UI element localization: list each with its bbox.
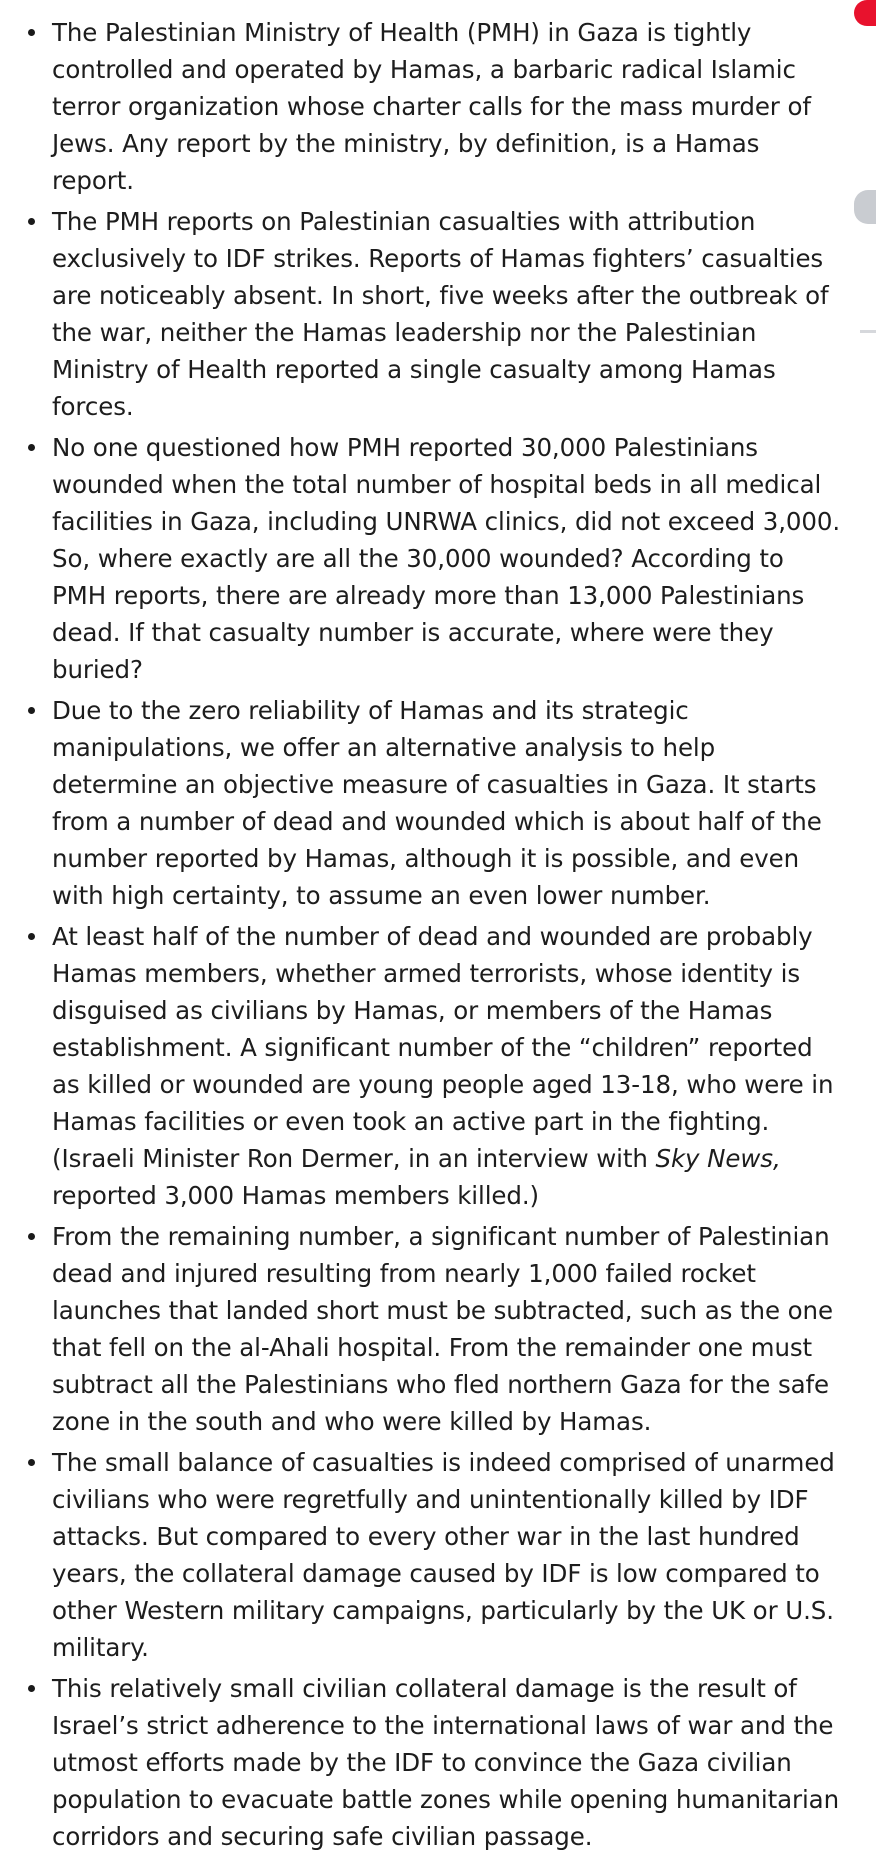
list-item: [26, 1670, 844, 1855]
clipped-text-above: [0, 0, 876, 14]
bullet-text: The small balance of casualties is indeed comprised of unarmed civilians who were regretfully and unintentionally killed by IDF attacks. But compared to every other war in the last hundred years, the collateral damage caused by IDF is low compared to other Western military campaigns, particularly by the UK or U.S. military.: [52, 1448, 835, 1662]
list-item: [26, 429, 844, 688]
bullet-text-part: reported 3,000 Hamas members killed.): [52, 1181, 539, 1210]
bullet-text: The Palestinian Ministry of Health (PMH) in Gaza is tightly controlled and operated by Hamas, a barbaric radical Islamic terror organization whose charter calls for the mass murder of Jews. Any report by the ministry, by definition, is a Hamas report.: [52, 18, 811, 195]
list-item: [26, 203, 844, 425]
bullet-text: From the remaining number, a significant number of Palestinian dead and injured resulting from nearly 1,000 failed rocket launches that landed short must be subtracted, such as the one that fell on the al-Ahali hospital. From the remainder one must subtract all the Palestinians who fled northern Gaza for the safe zone in the south and who were killed by Hamas.: [52, 1222, 833, 1436]
bullet-text-italic: Sky News,: [655, 1144, 781, 1173]
bullet-text: This relatively small civilian collateral damage is the result of Israel’s strict adherence to the international laws of war and the utmost efforts made by the IDF to convince the Gaza civilian population to evacuate battle zones while opening humanitarian corridors and securing safe civilian passage.: [52, 1674, 840, 1851]
list-item: [26, 14, 844, 199]
list-item: [26, 1444, 844, 1666]
bullet-text: No one questioned how PMH reported 30,000 Palestinians wounded when the total number of hospital beds in all medical facilities in Gaza, including UNRWA clinics, did not exceed 3,000. So, where exactly are all the 30,000 wounded? According to PMH reports, there are already more than 13,000 Palestinians dead. If that casualty number is accurate, where were they buried?: [52, 433, 841, 684]
list-item: [26, 692, 844, 914]
list-item: [26, 918, 844, 1214]
bullet-text: Due to the zero reliability of Hamas and its strategic manipulations, we offer an alternative analysis to help determine an objective measure of casualties in Gaza. It starts from a number of dead and wounded which is about half of the number reported by Hamas, although it is possible, and even with high certainty, to assume an even lower number.: [52, 696, 822, 910]
bullet-text: The PMH reports on Palestinian casualties with attribution exclusively to IDF strikes. Reports of Hamas fighters’ casualties are noticeably absent. In short, five weeks after the outbreak of the war, neither the Hamas leadership nor the Palestinian Ministry of Health reported a single casualty among Hamas forces.: [52, 207, 829, 421]
bullet-text-part: At least half of the number of dead and wounded are probably Hamas members, whether armed terrorists, whose identity is disguised as civilians by Hamas, or members of the Hamas establishment. A significant number of the “children” reported as killed or wounded are young people aged 13-18, who were in Hamas facilities or even took an active part in the fighting. (Israeli Minister Ron Dermer, in an interview with: [52, 922, 834, 1173]
bullet-list: [0, 14, 876, 1855]
list-item: [26, 1218, 844, 1440]
